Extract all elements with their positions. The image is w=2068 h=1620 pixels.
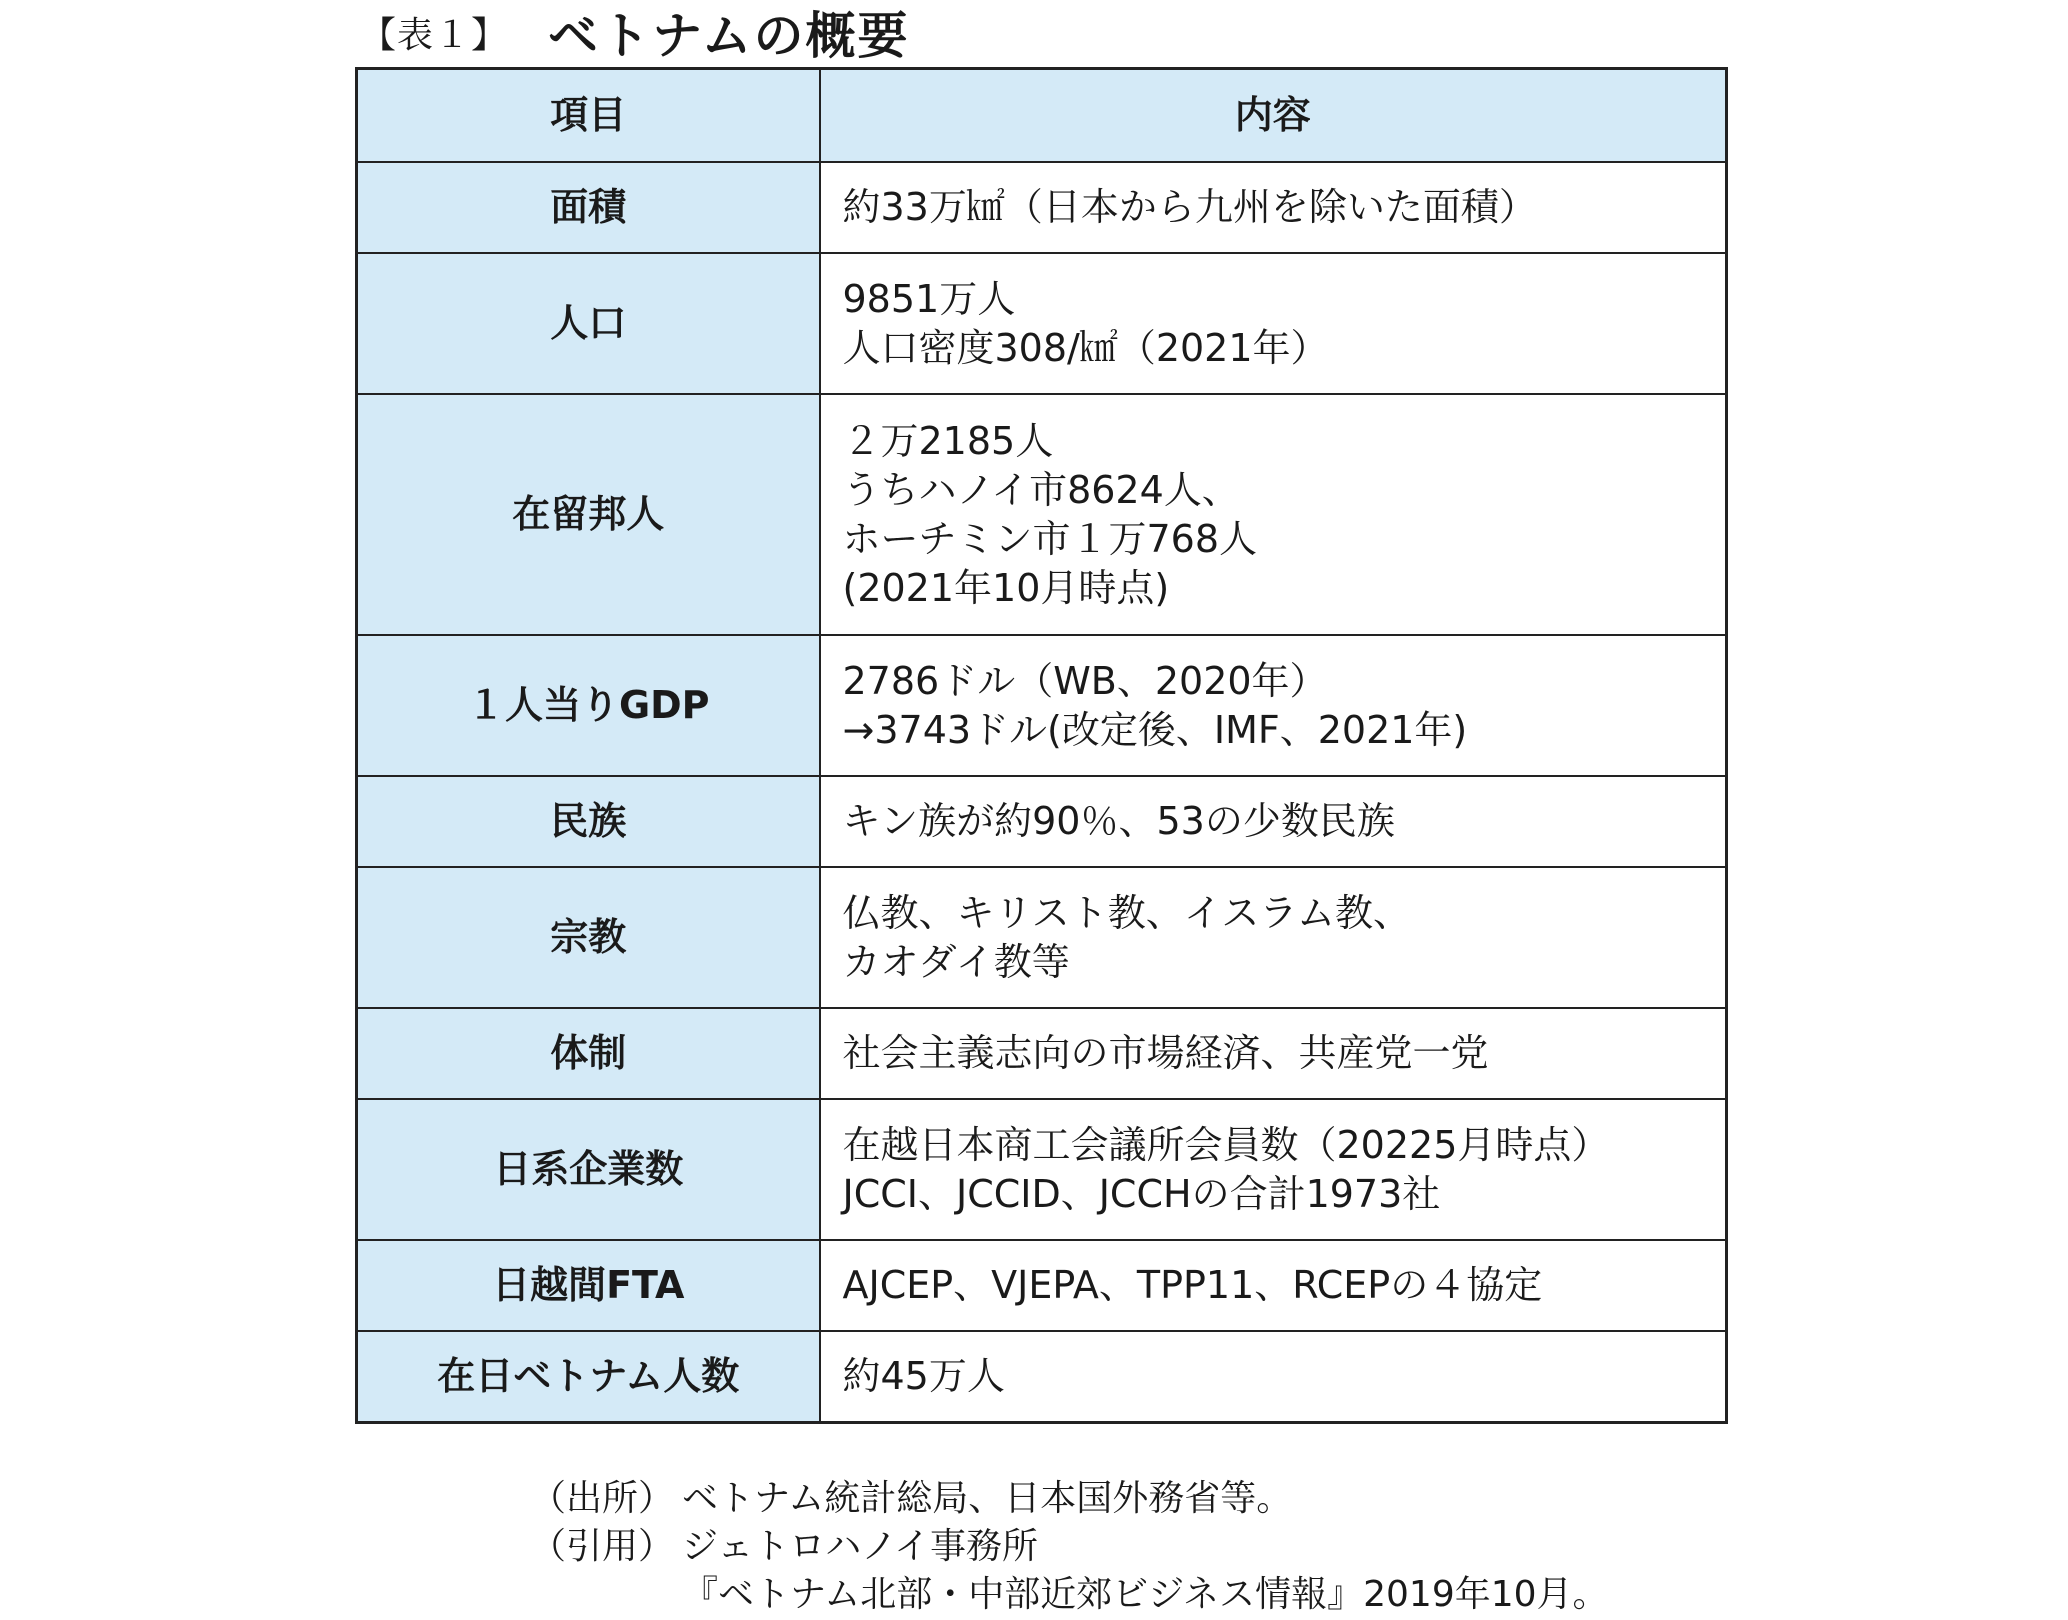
content-line: →3743ドル(改定後、IMF、2021年) [842,707,1468,752]
overview-table [355,67,1728,1424]
content-line: 社会主義志向の市場経済、共産党一党 [842,1031,1489,1075]
row-label-area: 面積 [357,162,820,253]
content-line: JCCI、JCCID、JCCHの合計1973社 [842,1171,1441,1216]
row-content-japanese-residents [820,394,1727,635]
citation-title: 『ベトナム北部・中部近郊ビジネス情報』2019年10月。 [682,1574,1609,1615]
content-line: カオダイ教等 [842,939,1070,984]
table-row [357,394,1727,635]
content-line: 仏教、キリスト教、イスラム教、 [842,890,1411,935]
table-row [357,1331,1727,1422]
row-content-fta [820,1240,1727,1331]
content-line: ホーチミン市１万768人 [842,516,1258,561]
column-header-content: 内容 [820,69,1727,163]
citation-note [530,1523,1609,1571]
row-label-population: 人口 [357,253,820,394]
content-line: 在越日本商工会議所会員数（20225月時点） [842,1122,1610,1167]
source-text: ベトナム統計総局、日本国外務省等。 [682,1478,1293,1519]
row-content-vietnamese-in-japan [820,1331,1727,1422]
row-content-japanese-companies [820,1099,1727,1240]
content-line: AJCEP、VJEPA、TPP11、RCEPの４協定 [842,1263,1543,1307]
table-row [357,776,1727,867]
table-row [357,253,1727,394]
row-label-japanese-companies: 日系企業数 [357,1099,820,1240]
table-row [357,1008,1727,1099]
row-content-religion [820,867,1727,1008]
table-row [357,1240,1727,1331]
citation-label: （引用） [530,1526,675,1567]
content-line: キン族が約90％、53の少数民族 [842,799,1395,843]
row-content-ethnicity [820,776,1727,867]
content-line: 約45万人 [842,1353,1005,1398]
table-row [357,162,1727,253]
row-label-religion: 宗教 [357,867,820,1008]
citation-text: ジェトロハノイ事務所 [682,1526,1039,1567]
table-row [357,867,1727,1008]
content-line: 人口密度308/㎢（2021年） [842,325,1329,370]
content-line: 2786ドル（WB、2020年） [842,658,1328,703]
row-label-fta: 日越間FTA [357,1240,820,1331]
content-line: 9851万人 [842,276,1016,321]
row-content-gdp [820,635,1727,776]
source-notes [530,1475,1609,1619]
table-row [357,635,1727,776]
source-label: （出所） [530,1478,675,1519]
content-line: (2021年10月時点) [842,565,1170,610]
content-line: うちハノイ市8624人、 [842,467,1240,512]
source-note [530,1475,1609,1523]
content-line: ２万2185人 [842,418,1054,463]
row-content-area [820,162,1727,253]
page-title: ベトナムの概要 [548,7,910,65]
row-content-population [820,253,1727,394]
table-row [357,1099,1727,1240]
table-header-row [357,69,1727,163]
row-label-ethnicity: 民族 [357,776,820,867]
column-header-item: 項目 [357,69,820,163]
row-label-gdp: １人当りGDP [357,635,820,776]
row-content-system [820,1008,1727,1099]
row-label-japanese-residents: 在留邦人 [357,394,820,635]
table-title [360,0,910,64]
row-label-vietnamese-in-japan: 在日ベトナム人数 [357,1331,820,1422]
table-number: 【表１】 [360,14,509,56]
row-label-system: 体制 [357,1008,820,1099]
content-line: 約33万㎢（日本から九州を除いた面積） [842,185,1537,229]
